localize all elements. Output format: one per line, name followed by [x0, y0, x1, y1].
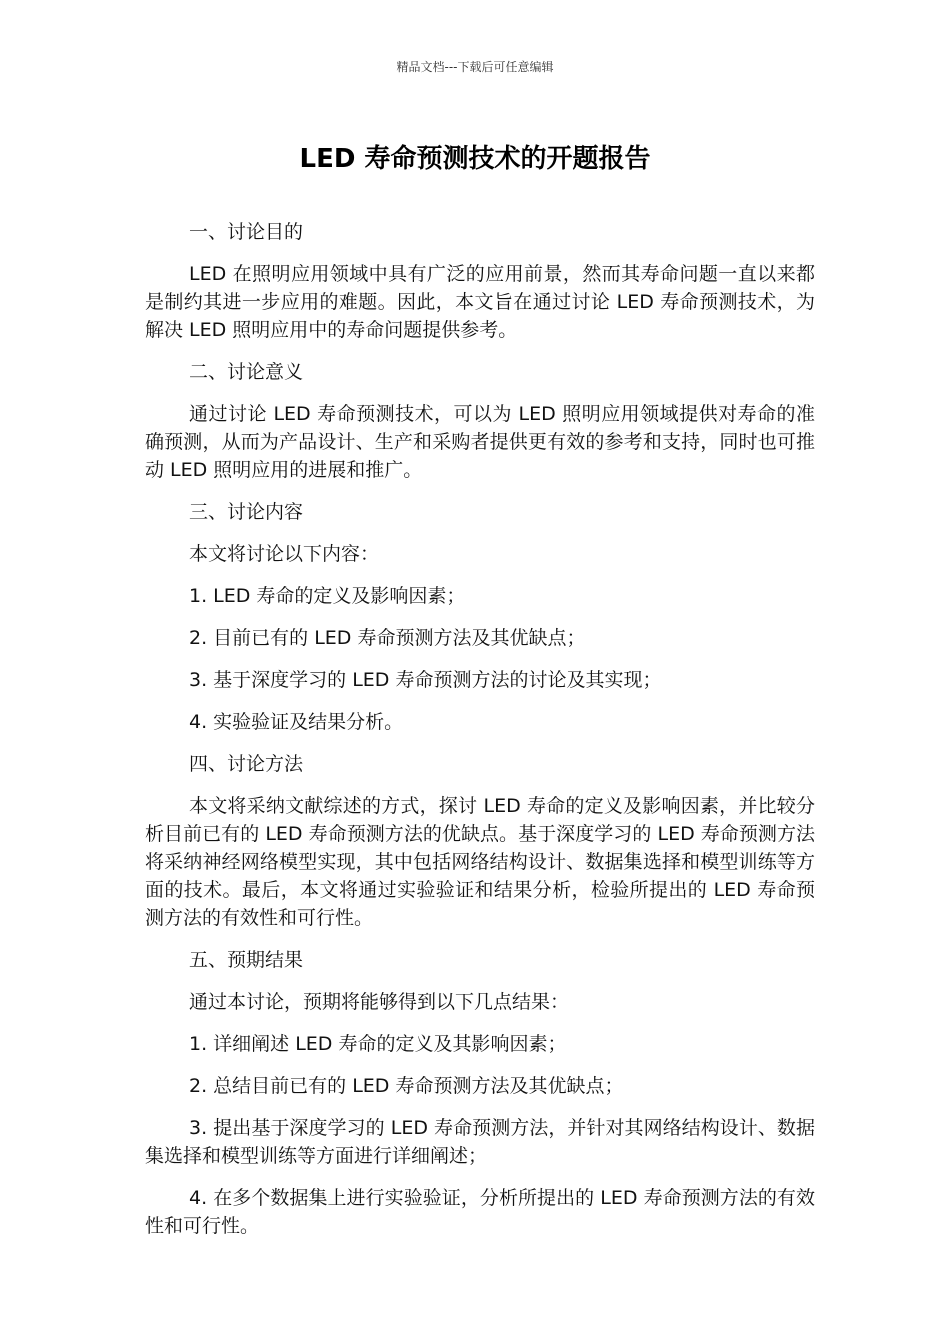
list-item-expected-4: 4. 在多个数据集上进行实验验证，分析所提出的 LED 寿命预测方法的有效性和可行性。 [145, 1187, 815, 1237]
section-heading-expected-results: 五、预期结果 [189, 949, 304, 971]
section-heading-purpose: 一、讨论目的 [189, 221, 304, 243]
paragraph-significance: 通过讨论 LED 寿命预测技术，可以为 LED 照明应用领域提供对寿命的准确预测，从而为产品设计、生产和采购者提供更有效的参考和支持，同时也可推动 LED 照明应用的进展和推广。 [145, 403, 815, 481]
paragraph-expected-intro: 通过本讨论，预期将能够得到以下几点结果： [189, 991, 570, 1013]
list-item-content-1: 1. LED 寿命的定义及影响因素； [189, 585, 466, 607]
list-item-expected-2: 2. 总结目前已有的 LED 寿命预测方法及其优缺点； [189, 1075, 624, 1097]
document-title: LED 寿命预测技术的开题报告 [299, 144, 651, 174]
section-heading-significance: 二、讨论意义 [189, 361, 304, 383]
list-item-expected-3: 3. 提出基于深度学习的 LED 寿命预测方法，并针对其网络结构设计、数据集选择和模型训练等方面进行详细阐述； [145, 1117, 815, 1167]
section-heading-method: 四、讨论方法 [189, 753, 304, 775]
section-heading-content: 三、讨论内容 [189, 501, 304, 523]
document-body [145, 218, 815, 1254]
list-item-expected-1: 1. 详细阐述 LED 寿命的定义及其影响因素； [189, 1033, 567, 1055]
paragraph-content-intro: 本文将讨论以下内容： [189, 543, 380, 565]
list-item-content-3: 3. 基于深度学习的 LED 寿命预测方法的讨论及其实现； [189, 669, 662, 691]
paragraph-method: 本文将采纳文献综述的方式，探讨 LED 寿命的定义及影响因素，并比较分析目前已有的 LED 寿命预测方法的优缺点。基于深度学习的 LED 寿命预测方法将采纳神经网络模型实现，其中包括网络结构设计、数据集选择和模型训练等方面的技术。最后，本文将通过实验验证和结果分析，检验所提出的 LED 寿命预测方法的有效性和可行性。 [145, 795, 815, 929]
list-item-content-4: 4. 实验验证及结果分析。 [189, 711, 404, 733]
paragraph-purpose: LED 在照明应用领域中具有广泛的应用前景，然而其寿命问题一直以来都是制约其进一步应用的难题。因此，本文旨在通过讨论 LED 寿命预测技术，为解决 LED 照明应用中的寿命问题提供参考。 [145, 263, 815, 341]
list-item-content-2: 2. 目前已有的 LED 寿命预测方法及其优缺点； [189, 627, 586, 649]
header-note: 精品文档---下载后可任意编辑 [396, 60, 554, 74]
